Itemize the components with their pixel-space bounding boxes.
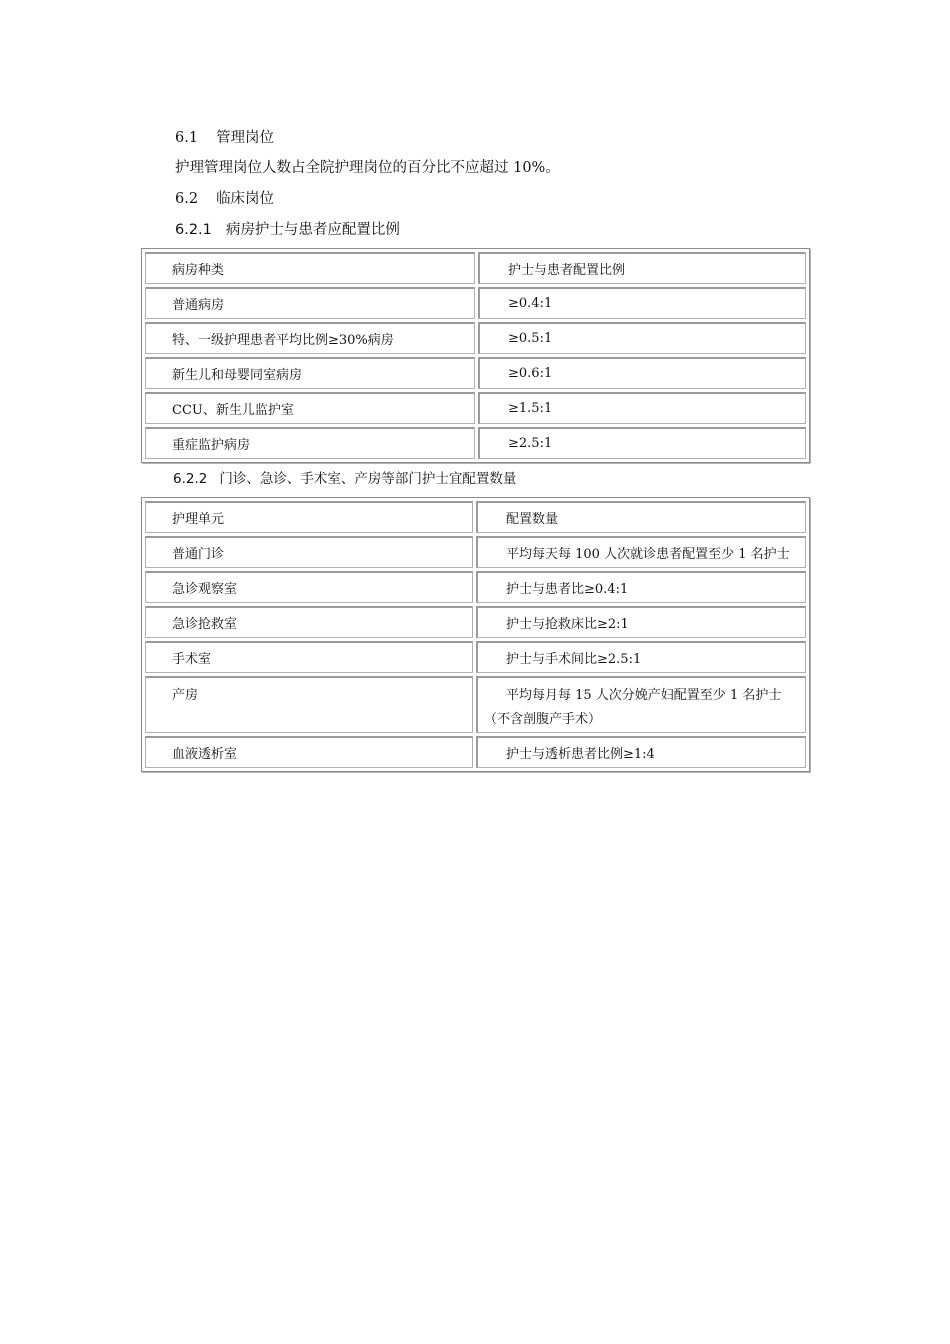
heading-6-2-2 (173, 469, 516, 489)
ward-ratio-table (141, 248, 810, 463)
table-cell: CCU、新生儿监护室 (145, 392, 475, 424)
table-cell: 急诊观察室 (145, 571, 473, 603)
table-cell (476, 676, 806, 733)
table-cell: 平均每天每 100 人次就诊患者配置至少 1 名护士 (476, 536, 806, 568)
table-row (145, 536, 806, 568)
table-cell: 护士与患者比≥0.4:1 (476, 571, 806, 603)
cell-line-continuation: （不含剖腹产手术） (484, 712, 602, 727)
table-cell: ≥1.5:1 (478, 392, 806, 424)
table-row (145, 357, 806, 389)
table-cell: 手术室 (145, 641, 473, 673)
table-row (145, 287, 806, 319)
table-cell: 护士与手术间比≥2.5:1 (476, 641, 806, 673)
table-cell: ≥0.6:1 (478, 357, 806, 389)
table-cell: 急诊抢救室 (145, 606, 473, 638)
cell-line: 平均每月每 15 人次分娩产妇配置至少 1 名护士 (506, 688, 782, 703)
table-cell: ≥2.5:1 (478, 427, 806, 459)
table-row (145, 676, 806, 733)
heading-title: 临床岗位 (216, 191, 275, 207)
table-row (145, 571, 806, 603)
table-header-cell: 配置数量 (476, 501, 806, 533)
table-row (145, 392, 806, 424)
heading-number: 6.2.2 (173, 471, 208, 487)
table-header-row (145, 501, 806, 533)
table-cell: 新生儿和母婴同室病房 (145, 357, 475, 389)
heading-6-2 (175, 189, 274, 209)
table-row (145, 606, 806, 638)
table-row (145, 641, 806, 673)
heading-title: 门诊、急诊、手术室、产房等部门护士宜配置数量 (219, 471, 517, 487)
paragraph-management-ratio: 护理管理岗位人数占全院护理岗位的百分比不应超过 10%。 (175, 160, 560, 176)
table-cell: 普通门诊 (145, 536, 473, 568)
heading-number: 6.2.1 (175, 222, 212, 238)
heading-number: 6.1 (175, 130, 199, 146)
table-cell: 普通病房 (145, 287, 475, 319)
table-row (145, 322, 806, 354)
heading-6-1 (175, 128, 274, 148)
table-header-row (145, 252, 806, 284)
heading-title: 管理岗位 (216, 130, 275, 146)
table-cell: ≥0.4:1 (478, 287, 806, 319)
table-cell: 护士与抢救床比≥2:1 (476, 606, 806, 638)
heading-6-2-1 (175, 220, 400, 240)
table-cell: 重症监护病房 (145, 427, 475, 459)
heading-number: 6.2 (175, 191, 199, 207)
heading-title: 病房护士与患者应配置比例 (225, 222, 400, 238)
table-cell: ≥0.5:1 (478, 322, 806, 354)
table-header-cell: 病房种类 (145, 252, 475, 284)
table-header-cell: 护士与患者配置比例 (478, 252, 806, 284)
table-cell: 特、一级护理患者平均比例≥30%病房 (145, 322, 475, 354)
table-row (145, 427, 806, 459)
department-staffing-table (141, 497, 810, 772)
table-row (145, 736, 806, 768)
table-cell: 产房 (145, 676, 473, 733)
table-cell: 血液透析室 (145, 736, 473, 768)
table-cell: 护士与透析患者比例≥1:4 (476, 736, 806, 768)
table-header-cell: 护理单元 (145, 501, 473, 533)
